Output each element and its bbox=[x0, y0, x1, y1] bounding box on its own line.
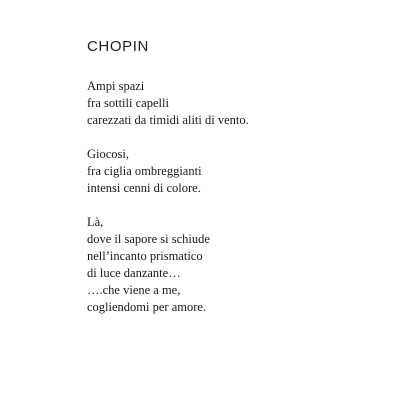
poem-line: fra ciglia ombreggianti bbox=[87, 164, 202, 178]
stanza-2 bbox=[87, 146, 249, 197]
poem-line: Là, bbox=[87, 215, 104, 229]
poem-line: fra sottili capelli bbox=[87, 96, 169, 110]
stanza-3 bbox=[87, 214, 249, 316]
poem-line: Ampi spazi bbox=[87, 79, 145, 93]
poem-line: di luce danzante… bbox=[87, 266, 181, 280]
poem-line: Giocosi, bbox=[87, 147, 130, 161]
poem-line: dove il sapore si schiude bbox=[87, 232, 210, 246]
stanza-1 bbox=[87, 78, 249, 129]
poem-line: nell’incanto prismatico bbox=[87, 249, 203, 263]
poem-body bbox=[87, 78, 249, 333]
poem-title: CHOPIN bbox=[87, 38, 149, 55]
poem-line: carezzati da timidi aliti di vento. bbox=[87, 113, 249, 127]
poem-line: cogliendomi per amore. bbox=[87, 300, 207, 314]
poem-line: intensi cenni di colore. bbox=[87, 181, 201, 195]
poem-line: ….che viene a me, bbox=[87, 283, 181, 297]
